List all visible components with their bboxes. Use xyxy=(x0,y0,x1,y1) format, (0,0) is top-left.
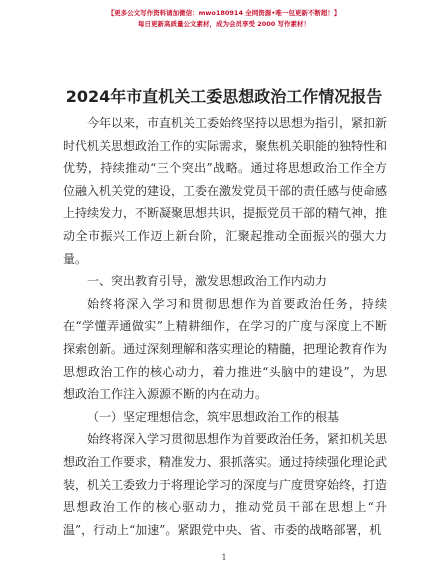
promo-banner-line-1: 【更多公文写作资料请加微信：mwo180914 全网资源•唯一包更新不断超！】 xyxy=(107,9,341,17)
section-1-paragraph: 始终将深入学习和贯彻思想作为首要政治任务，持续在“学懂弄通做实”上精耕细作，在学习的广度与深度上不断探索创新。通过深刻理解和落实理论的精髓，把理论教育作为思想政治工作的核心动力，着力推进“头脑中的建设”，为思想政治工作注入源源不断的内在动力。 xyxy=(63,296,388,402)
document-body xyxy=(63,112,387,541)
subsection-1-paragraph: 始终将深入学习贯彻思想作为首要政治任务，紧扣机关思想政治工作要求，精准发力、狠抓落实。通过持续强化理论武装，机关工委致力于将理论学习的深度与广度贯穿始终，打造思想政治工作的核心驱动力，推动党员干部在思想上“升温”，行动上“加速”。紧跟党中央、省、市委的战略部署，机 xyxy=(63,432,388,537)
page-number: 1 xyxy=(221,553,227,562)
intro-paragraph: 今年以来，市直机关工委始终坚持以思想为指引，紧扣新时代机关思想政治工作的实际需求，聚焦机关职能的独特性和优势，持续推动“三个突出”战略。通过将思想政治工作全方位融入机关党的建设，工委在激发党员干部的责任感与使命感上持续发力，不断凝聚思想共识，提振党员干部的精气神，推动全市振兴工作迈上新台阶，汇聚起推动全面振兴的强大力量。 xyxy=(63,116,388,266)
promo-banner-line-2: 每日更新高质量公文素材，成为会员享受 2000 写作素材！ xyxy=(137,20,311,28)
subsection-heading-1: （一）坚定理想信念，筑牢思想政治工作的根基 xyxy=(87,409,340,424)
promo-banner xyxy=(0,8,448,30)
document-title: 2024年市直机关工委思想政治工作情况报告 xyxy=(65,87,383,106)
section-heading-1: 一、突出教育引导，激发思想政治工作内动力 xyxy=(87,274,328,289)
